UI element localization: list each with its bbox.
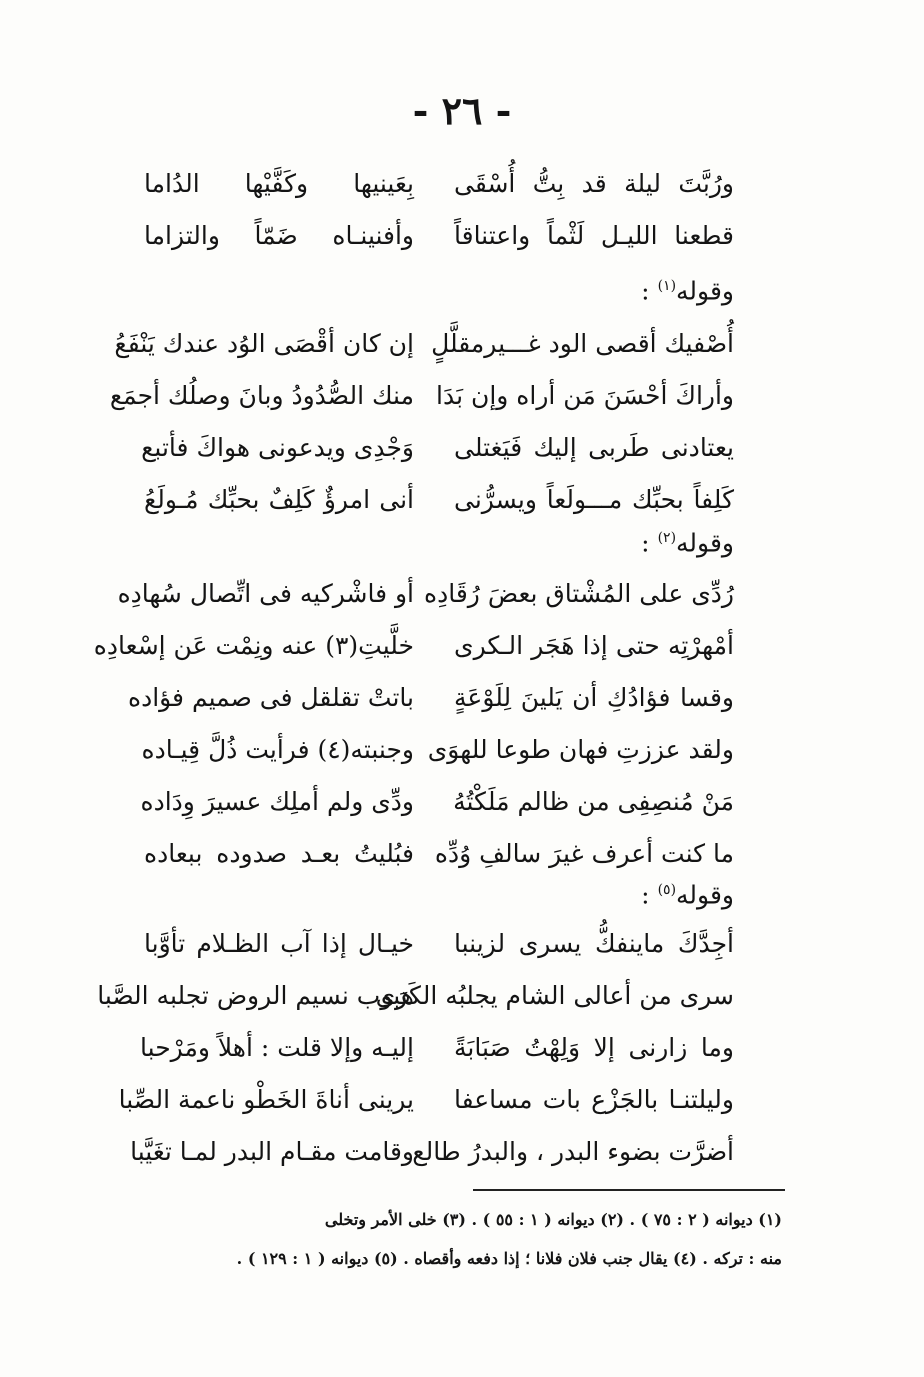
footnote-line: (١) ديوانه ( ٢ : ٧٥ ) . (٢) ديوانه ( ١ : ٥٥ ) . (٣) خلى الأمر وتخلى [324,1210,782,1229]
verse [0,474,924,526]
hemistich-left: يرينى أناةَ الخَطْو ناعمة الصِّبا [118,1085,414,1114]
hemistich-right: ورُبَّتَ ليلة قد بِتُّ أُسْقَى [454,169,734,198]
poem-intro [641,518,734,563]
hemistich-right: أمْهرْتِه حتى إذا هَجَر الـكرى [454,631,734,660]
verse [0,724,924,776]
footnote-marker: (٥) [657,882,677,898]
intro-text: وقوله [676,276,734,306]
poem-intro [641,266,734,311]
page-number: - ٢٦ - [412,88,512,133]
footnote-marker: (١) [657,278,677,294]
verse [0,620,924,672]
footnote-separator [473,1189,785,1191]
poem-intro [641,870,734,915]
intro-text: وقوله [676,528,734,558]
hemistich-right: كَلِفاً بحبِّك مـــولَعاً ويسرُّنى [454,485,734,514]
hemistich-left: ودِّى ولم أملِك عسيرَ وِدَاده [140,787,414,816]
verse [0,672,924,724]
hemistich-left: بِعَينيها وكَفَّيْها الدُاما [144,169,414,198]
hemistich-left: باتتْ تقلقل فى صميم فؤاده [127,683,414,712]
hemistich-right: أضرَّت بضوء البدر ، والبدرُ طالع [412,1137,734,1166]
hemistich-right: وأراكَ أحْسَنَ مَن أراه وإن بَدَا [436,381,734,410]
intro-colon: : [641,880,650,910]
hemistich-left: إن كان أقْصَى الوُد عندك يَنْفَعُ [114,329,414,358]
hemistich-right: وقسا فؤادُكِ أن يَلينَ لِلَوْعَةٍ [454,683,734,712]
verse [0,568,924,620]
hemistich-left: خلَّيتِ(٣) عنه ونِمْت عَن إسْعادِه [93,631,414,660]
intro-colon: : [641,528,650,558]
hemistich-left: وأفنينـاه ضَمّاً والتزاما [144,221,414,250]
hemistich-right: يعتادنى طَربى إليك فَيَغتلى [454,433,734,462]
verse [0,158,924,210]
hemistich-left: فبُليتُ بعـد صدوده ببعاده [144,839,414,868]
hemistich-right: مَنْ مُنصِفِى من ظالم مَلَكْتُهُ [453,787,734,816]
hemistich-left: منك الصُّدُودُ وبانَ وصلُك أجمَع [109,381,414,410]
hemistich-right: وليلتنـا بالجَزْع بات مساعفا [454,1085,734,1114]
hemistich-right: أجِدَّكَ ماينفكُّ يسرى لزينبا [454,929,734,958]
intro-text: وقوله [676,880,734,910]
hemistich-left: وَجْدِى ويدعونى هواكَ فأتبع [141,433,414,462]
hemistich-right: سرى من أعالى الشام يجلبُه الكَرَى [375,981,734,1010]
verse [0,370,924,422]
verse [0,1126,924,1178]
hemistich-left: وجنبته(٤) فرأيت ذُلَّ قِيـاده [141,735,414,764]
hemistich-left: وقامت مقـام البدر لمـا تغَيَّبا [130,1137,414,1166]
verse [0,1074,924,1126]
hemistich-left: أنى امرؤٌ كَلِفٌ بحبِّك مُـولَعُ [144,485,414,514]
hemistich-right: رُدِّى على المُشْتاق بعضَ رُقَادِه [424,579,734,608]
verse [0,1022,924,1074]
hemistich-left: هبوب نسيم الروض تجلبه الصَّبا [97,981,414,1010]
verse [0,210,924,262]
hemistich-right: ولقد عززتِ فهان طوعا للهوَى [427,735,734,764]
verse [0,828,924,880]
footnote-line: منه : تركه . (٤) يقال جنب فلان فلانا ؛ إذا دفعه وأقصاه . (٥) ديوانه ( ١ : ١٢٩ ) . [236,1249,782,1268]
hemistich-right: أُصْفيك أقصى الود غـــيرمقلَّلٍ [431,329,734,358]
hemistich-right: قطعنا الليـل لَثْماً واعتناقاً [454,221,734,250]
hemistich-right: وما زارنى إلا وَلِهْتُ صَبَابَةً [454,1033,734,1062]
hemistich-left: إليـه وإلا قلت : أهلاً ومَرْحبا [140,1033,414,1062]
verse [0,918,924,970]
verse [0,776,924,828]
verse [0,422,924,474]
hemistich-right: ما كنت أعرف غيرَ سالفِ وُدِّه [434,839,734,868]
intro-colon: : [641,276,650,306]
footnote-marker: (٢) [657,530,677,546]
verse [0,318,924,370]
hemistich-left: أو فاشْركيه فى اتِّصال سُهادِه [117,579,414,608]
verse [0,970,924,1022]
hemistich-left: خيـال إذا آب الظـلام تأوَّبا [144,929,414,958]
